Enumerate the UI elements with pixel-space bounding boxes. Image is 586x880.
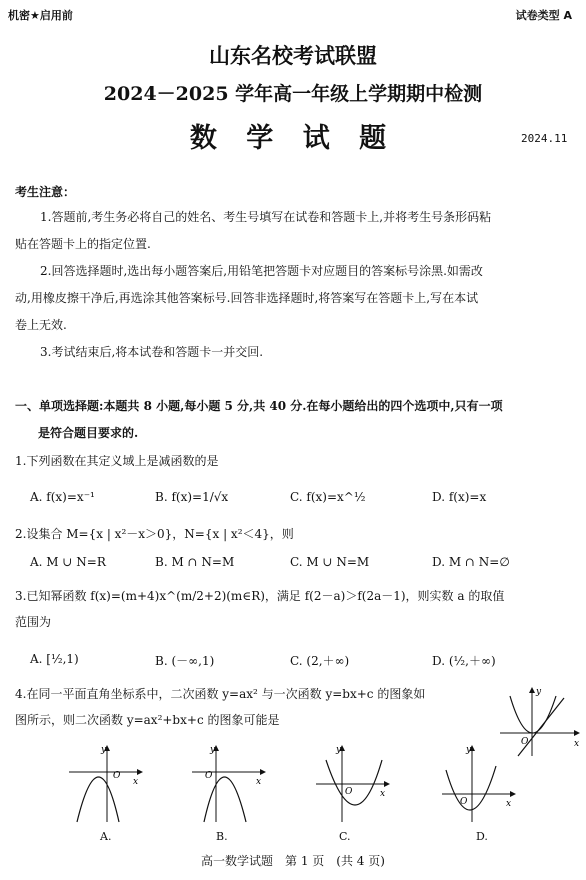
title-line2: 2024－2025 学年高一年级上学期期中检测 (103, 83, 483, 105)
title-line3: 数 学 试 题 (189, 123, 397, 154)
q4-option-d-graph (438, 742, 518, 824)
q4-option-b-graph (188, 742, 268, 824)
notice-p1b: 贴在答题卡上的指定位置. (15, 237, 151, 251)
q4-label-b: B. (216, 830, 228, 843)
q4-option-c-x-label: x (380, 789, 386, 799)
notice-heading: 考生注意： (15, 185, 76, 199)
q4-option-b-origin-label: O (205, 771, 213, 781)
q2-option-d: D. M ∩ N=∅ (432, 555, 510, 569)
q4-option-b-y-label: y (210, 745, 216, 755)
q4-option-b-x-label: x (256, 777, 262, 787)
page-footer: 高一数学试题 第 1 页 (共 4 页) (201, 854, 385, 868)
q3-stem-line2: 范围为 (15, 615, 52, 629)
q4-option-c-graph (312, 742, 392, 824)
q4-label-c: C. (339, 830, 351, 843)
header-left: 机密★启用前 (8, 9, 73, 22)
q1-option-d: D. f(x)=x (432, 490, 487, 504)
q4-reference-x-label: x (574, 739, 580, 749)
notice-p3: 3.考试结束后,将本试卷和答题卡一并交回. (40, 345, 264, 359)
q4-option-a-x-label: x (133, 777, 139, 787)
notice-p2b: 动,用橡皮擦干净后,再选涂其他答案标号.回答非选择题时,将答案写在答题卡上,写在本试 (15, 291, 479, 305)
q2-option-a: A. M ∪ N=R (30, 555, 106, 569)
q4-option-a-origin-label: O (113, 771, 121, 781)
q4-option-a-graph (65, 742, 145, 824)
q4-label-a: A. (100, 830, 112, 843)
q1-stem: 1.下列函数在其定义域上是减函数的是 (15, 454, 219, 468)
q2-option-c: C. M ∪ N=M (290, 555, 370, 569)
notice-p2c: 卷上无效. (15, 318, 67, 332)
q2-stem: 2.设集合 M={x | x²－x＞0}，N={x | x²＜4}，则 (15, 527, 294, 541)
q3-option-b: B. (－∞,1) (155, 654, 215, 668)
q4-stem-line2: 图所示，则二次函数 y=ax²+bx+c 的图象可能是 (15, 713, 280, 727)
q1-option-b: B. f(x)=1/√x (155, 490, 229, 504)
exam-date: 2024.11 (521, 132, 568, 145)
q4-option-c-y-label: y (336, 745, 342, 755)
section1-line1: 一、单项选择题:本题共 8 小题,每小题 5 分,共 40 分.在每小题给出的四个选项中,只有一项 (15, 399, 503, 413)
q3-option-a: A. [½,1) (30, 652, 79, 666)
q4-reference-y-label: y (536, 687, 542, 697)
q4-option-d-y-label: y (466, 745, 472, 755)
q4-label-d: D. (476, 830, 488, 843)
section1-line2: 是符合题目要求的. (38, 426, 139, 440)
q1-option-c: C. f(x)=x^½ (290, 490, 366, 504)
header-right: 试卷类型 A (515, 9, 572, 22)
q4-option-c-origin-label: O (345, 787, 353, 797)
notice-p1a: 1.答题前,考生务必将自己的姓名、考生号填写在试卷和答题卡上,并将考生号条形码粘 (40, 210, 492, 224)
q4-option-d-x-label: x (506, 799, 512, 809)
q3-stem-line1: 3.已知幂函数 f(x)=(m+4)x^(m/2+2)(m∈R)，满足 f(2－a)＞f(2a－1)，则实数 a 的取值 (15, 589, 505, 603)
q4-reference-origin-label: O (521, 737, 529, 747)
q3-option-c: C. (2,＋∞) (290, 654, 350, 668)
q1-option-a: A. f(x)=x⁻¹ (30, 490, 95, 504)
q4-stem-line1: 4.在同一平面直角坐标系中，二次函数 y=ax² 与一次函数 y=bx+c 的图象如 (15, 687, 426, 701)
q3-option-d: D. (½,＋∞) (432, 654, 496, 668)
q2-option-b: B. M ∩ N=M (155, 555, 235, 569)
q4-option-d-origin-label: O (460, 797, 468, 807)
title-line1: 山东名校考试联盟 (209, 43, 377, 68)
notice-p2a: 2.回答选择题时,选出每小题答案后,用铅笔把答题卡对应题目的答案标号涂黑.如需改 (40, 264, 483, 278)
q4-option-a-y-label: y (101, 745, 107, 755)
